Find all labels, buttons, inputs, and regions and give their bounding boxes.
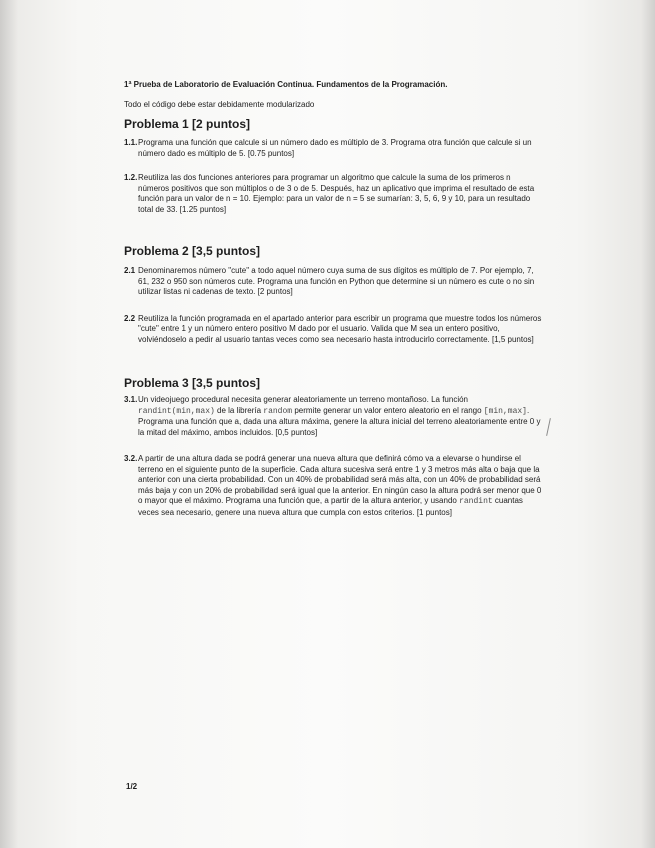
problem3-item2-number: 3.2. bbox=[124, 454, 138, 463]
code-range: [min,max] bbox=[483, 406, 527, 416]
code-randint-min-max: randint(min,max) bbox=[138, 406, 215, 416]
exam-content bbox=[124, 79, 542, 518]
code-randint: randint bbox=[459, 497, 493, 506]
problem3-item2 bbox=[124, 454, 542, 518]
problem1-item1-number: 1.1. bbox=[124, 138, 138, 147]
problem1-item2-number: 1.2. bbox=[124, 173, 138, 182]
problem3-item1-text-b: de la librería bbox=[214, 405, 264, 415]
problem3-item1-text-a: Un videojuego procedural necesita generar aleatoriamente un terreno montañoso. La función bbox=[138, 395, 468, 404]
problem1-item1-text: Programa una función que calcule si un número dado es múltiplo de 3. Programa otra función que calcule si un número dado es múltiplo de 5. [0.75 puntos] bbox=[138, 138, 532, 158]
problem1-item2-text: Reutiliza las dos funciones anteriores para programar un algoritmo que calcule la suma de los primeros n números positivos que son múltiplos o de 3 o de 5. Después, haz un aplicativo que imprima el resultado de esta función para un valor de n = 10. Ejemplo: para un valor de n = 5 se sumarían: 3, 5, 6, 9 y 10, para un resultado total de 33. [1.25 puntos] bbox=[138, 173, 535, 214]
problem3-item1-text bbox=[138, 395, 542, 438]
problem2-item1-number: 2.1 bbox=[124, 266, 136, 275]
exam-header-note: Todo el código debe estar debidamente modularizado bbox=[124, 100, 315, 109]
problem3-item1-text-c: permite generar un valor entero aleatorio en el rango bbox=[292, 405, 484, 415]
pen-mark bbox=[546, 418, 551, 436]
problem2-title: Problema 2 [3,5 puntos] bbox=[124, 244, 261, 258]
problem3-item2-text-a: A partir de una altura dada se podrá generar una nueva altura que definirá cómo va a elevarse o hundirse el terreno en el siguiente punto de la superficie. Cada altura sucesiva será entre 1 y 3 metros más alta o baja que la anterior con una cierta probabilidad. Con un 40% de probabilidad será más alta, con un 40% de probabilidad será más baja y con un 20% de probabilidad será igual que la anterior. En ningún caso la altura podrá ser menor que 0 o mayor que el máximo. Programa una función que, a partir de la altura anterior, y usando bbox=[138, 454, 542, 505]
problem3-item1-number: 3.1. bbox=[124, 395, 138, 404]
problem3-item2-text bbox=[138, 454, 542, 518]
code-random: random bbox=[263, 406, 293, 416]
problem2-item2-text: Reutiliza la función programada en el apartado anterior para escribir un programa que muestre todos los números "cute" entre 1 y un número entero positivo M dado por el usuario. Valida que M sea un entero positivo, volviéndoselo a pedir al usuario tantas veces como sea necesario hasta introducirlo correctamente. [1,5 puntos] bbox=[138, 313, 542, 344]
exam-header-title: 1ª Prueba de Laboratorio de Evaluación Continua. Fundamentos de la Programación. bbox=[124, 80, 448, 89]
page-number: 1/2 bbox=[126, 782, 138, 791]
page-shadow-right bbox=[641, 0, 655, 848]
problem2-item2 bbox=[124, 314, 542, 346]
problem2-item2-number: 2.2 bbox=[124, 313, 136, 323]
problem3-title: Problema 3 [3,5 puntos] bbox=[124, 376, 261, 390]
problem1-title: Problema 1 [2 puntos] bbox=[124, 117, 251, 131]
page-shadow-left bbox=[0, 0, 18, 848]
problem1-item2 bbox=[124, 173, 542, 215]
problem1-item1 bbox=[124, 138, 542, 159]
problem3-item1 bbox=[124, 395, 542, 438]
problem2-item1-text: Denominaremos número "cute" a todo aquel número cuya suma de sus dígitos es múltiplo de 7. Por ejemplo, 7, 61, 232 o 950 son números cute. Programa una función en Python que determine si un número es cute o no sin utilizar listas ni cadenas de texto. [2 puntos] bbox=[138, 266, 535, 296]
problem3-item1-text-d: . Programa una función que a, dada una altura máxima, genere la altura inicial del terreno aleatoriamente entre 0 y la mitad del máximo, ambos incluidos. [0,5 puntos] bbox=[138, 405, 541, 437]
problem3-item2-text-b: cuantas veces sea necesario, genere una nueva altura que cumpla con estos criterios. [1 puntos] bbox=[138, 496, 523, 517]
problem2-item1 bbox=[124, 266, 542, 298]
